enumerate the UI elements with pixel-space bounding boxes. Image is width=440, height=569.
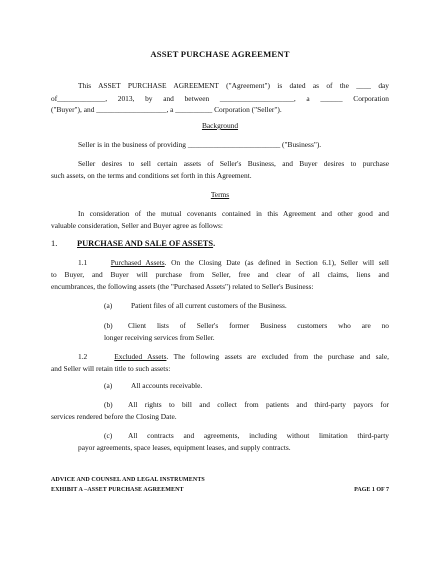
background-line-1: Seller is in the business of providing _________________________ ("Business").: [78, 140, 322, 149]
item-label: (b): [104, 400, 113, 409]
section-1-title: PURCHASE AND SALE OF ASSETS: [77, 239, 214, 248]
background-line-2: Seller desires to sell certain assets of Seller's Business, and Buyer desires to purchase: [78, 159, 389, 168]
section-1-1-item-b-line-1: Client lists of Seller's former Business customers who are no: [128, 321, 389, 330]
section-1-2-term: Excluded Assets: [114, 352, 167, 361]
terms-heading: Terms: [210, 190, 230, 199]
footer-line-2: EXHIBIT A –ASSET PURCHASE AGREEMENT: [51, 487, 184, 493]
section-1-period: .: [213, 239, 216, 248]
background-line-3: such assets, on the terms and conditions set forth in this Agreement.: [51, 171, 252, 180]
terms-line-1: In consideration of the mutual covenants contained in this Agreement and other good and: [78, 209, 389, 218]
section-1-1-number: 1.1: [78, 258, 88, 267]
footer-line-1: ADVICE AND COUNSEL AND LEGAL INSTRUMENTS: [51, 477, 205, 483]
item-label: (a): [104, 301, 113, 310]
section-1-1-term: Purchased Assets: [110, 258, 165, 267]
section-1-2-item-c-line-1: All contracts and agreements, including without limitation third-party: [128, 431, 389, 440]
item-label: (a): [104, 381, 113, 390]
item-label: (c): [104, 431, 113, 440]
section-1-2-rest: . The following assets are excluded from the purchase and sale,: [166, 352, 389, 361]
section-1-2-item-c-line-2: payor agreements, space leases, equipment leases, and supply contracts.: [78, 443, 291, 452]
section-1-2-line-1: [78, 353, 389, 360]
section-1-1-rest: . On the Closing Date (as defined in Section 6.1), Seller will sell: [164, 258, 389, 267]
section-1-number: 1.: [51, 239, 58, 248]
intro-line-2: of_____________, 2013, by and between ____________________, a ______ Corporation: [51, 94, 389, 103]
item-text: Patient files of all current customers of the Business.: [131, 301, 287, 310]
page-number: PAGE 1 OF 7: [354, 487, 389, 493]
section-1-2-number: 1.2: [78, 352, 88, 361]
background-heading: Background: [201, 121, 239, 130]
section-1-1-line-2: to Buyer, and Buyer will purchase from Seller, free and clear of all claims, liens and: [51, 270, 389, 279]
section-1-1-line-1: [78, 259, 389, 266]
section-1-heading: [51, 240, 215, 248]
section-1-1-line-3: encumbrances, the following assets (the "Purchased Assets") related to Seller's Business:: [51, 282, 314, 291]
intro-line-3: ("Buyer"), and ___________________, a __________ Corporation ("Seller").: [51, 105, 282, 114]
section-1-2-line-2: and Seller will retain title to such assets:: [51, 364, 171, 373]
terms-line-2: valuable consideration, Seller and Buyer agree as follows:: [51, 221, 223, 230]
section-1-2-item-b-line-1: All rights to bill and collect from patients and third-party payors for: [128, 400, 389, 409]
section-1-2-item-b-line-2: services rendered before the Closing Date.: [51, 412, 177, 421]
document-title: ASSET PURCHASE AGREEMENT: [150, 49, 290, 59]
intro-line-1: This ASSET PURCHASE AGREEMENT ("Agreement") is dated as of the ____ day: [78, 81, 389, 90]
item-text: All accounts receivable.: [131, 381, 203, 390]
section-1-1-item-b-line-2: longer receiving services from Seller.: [104, 333, 215, 342]
item-label: (b): [104, 321, 113, 330]
